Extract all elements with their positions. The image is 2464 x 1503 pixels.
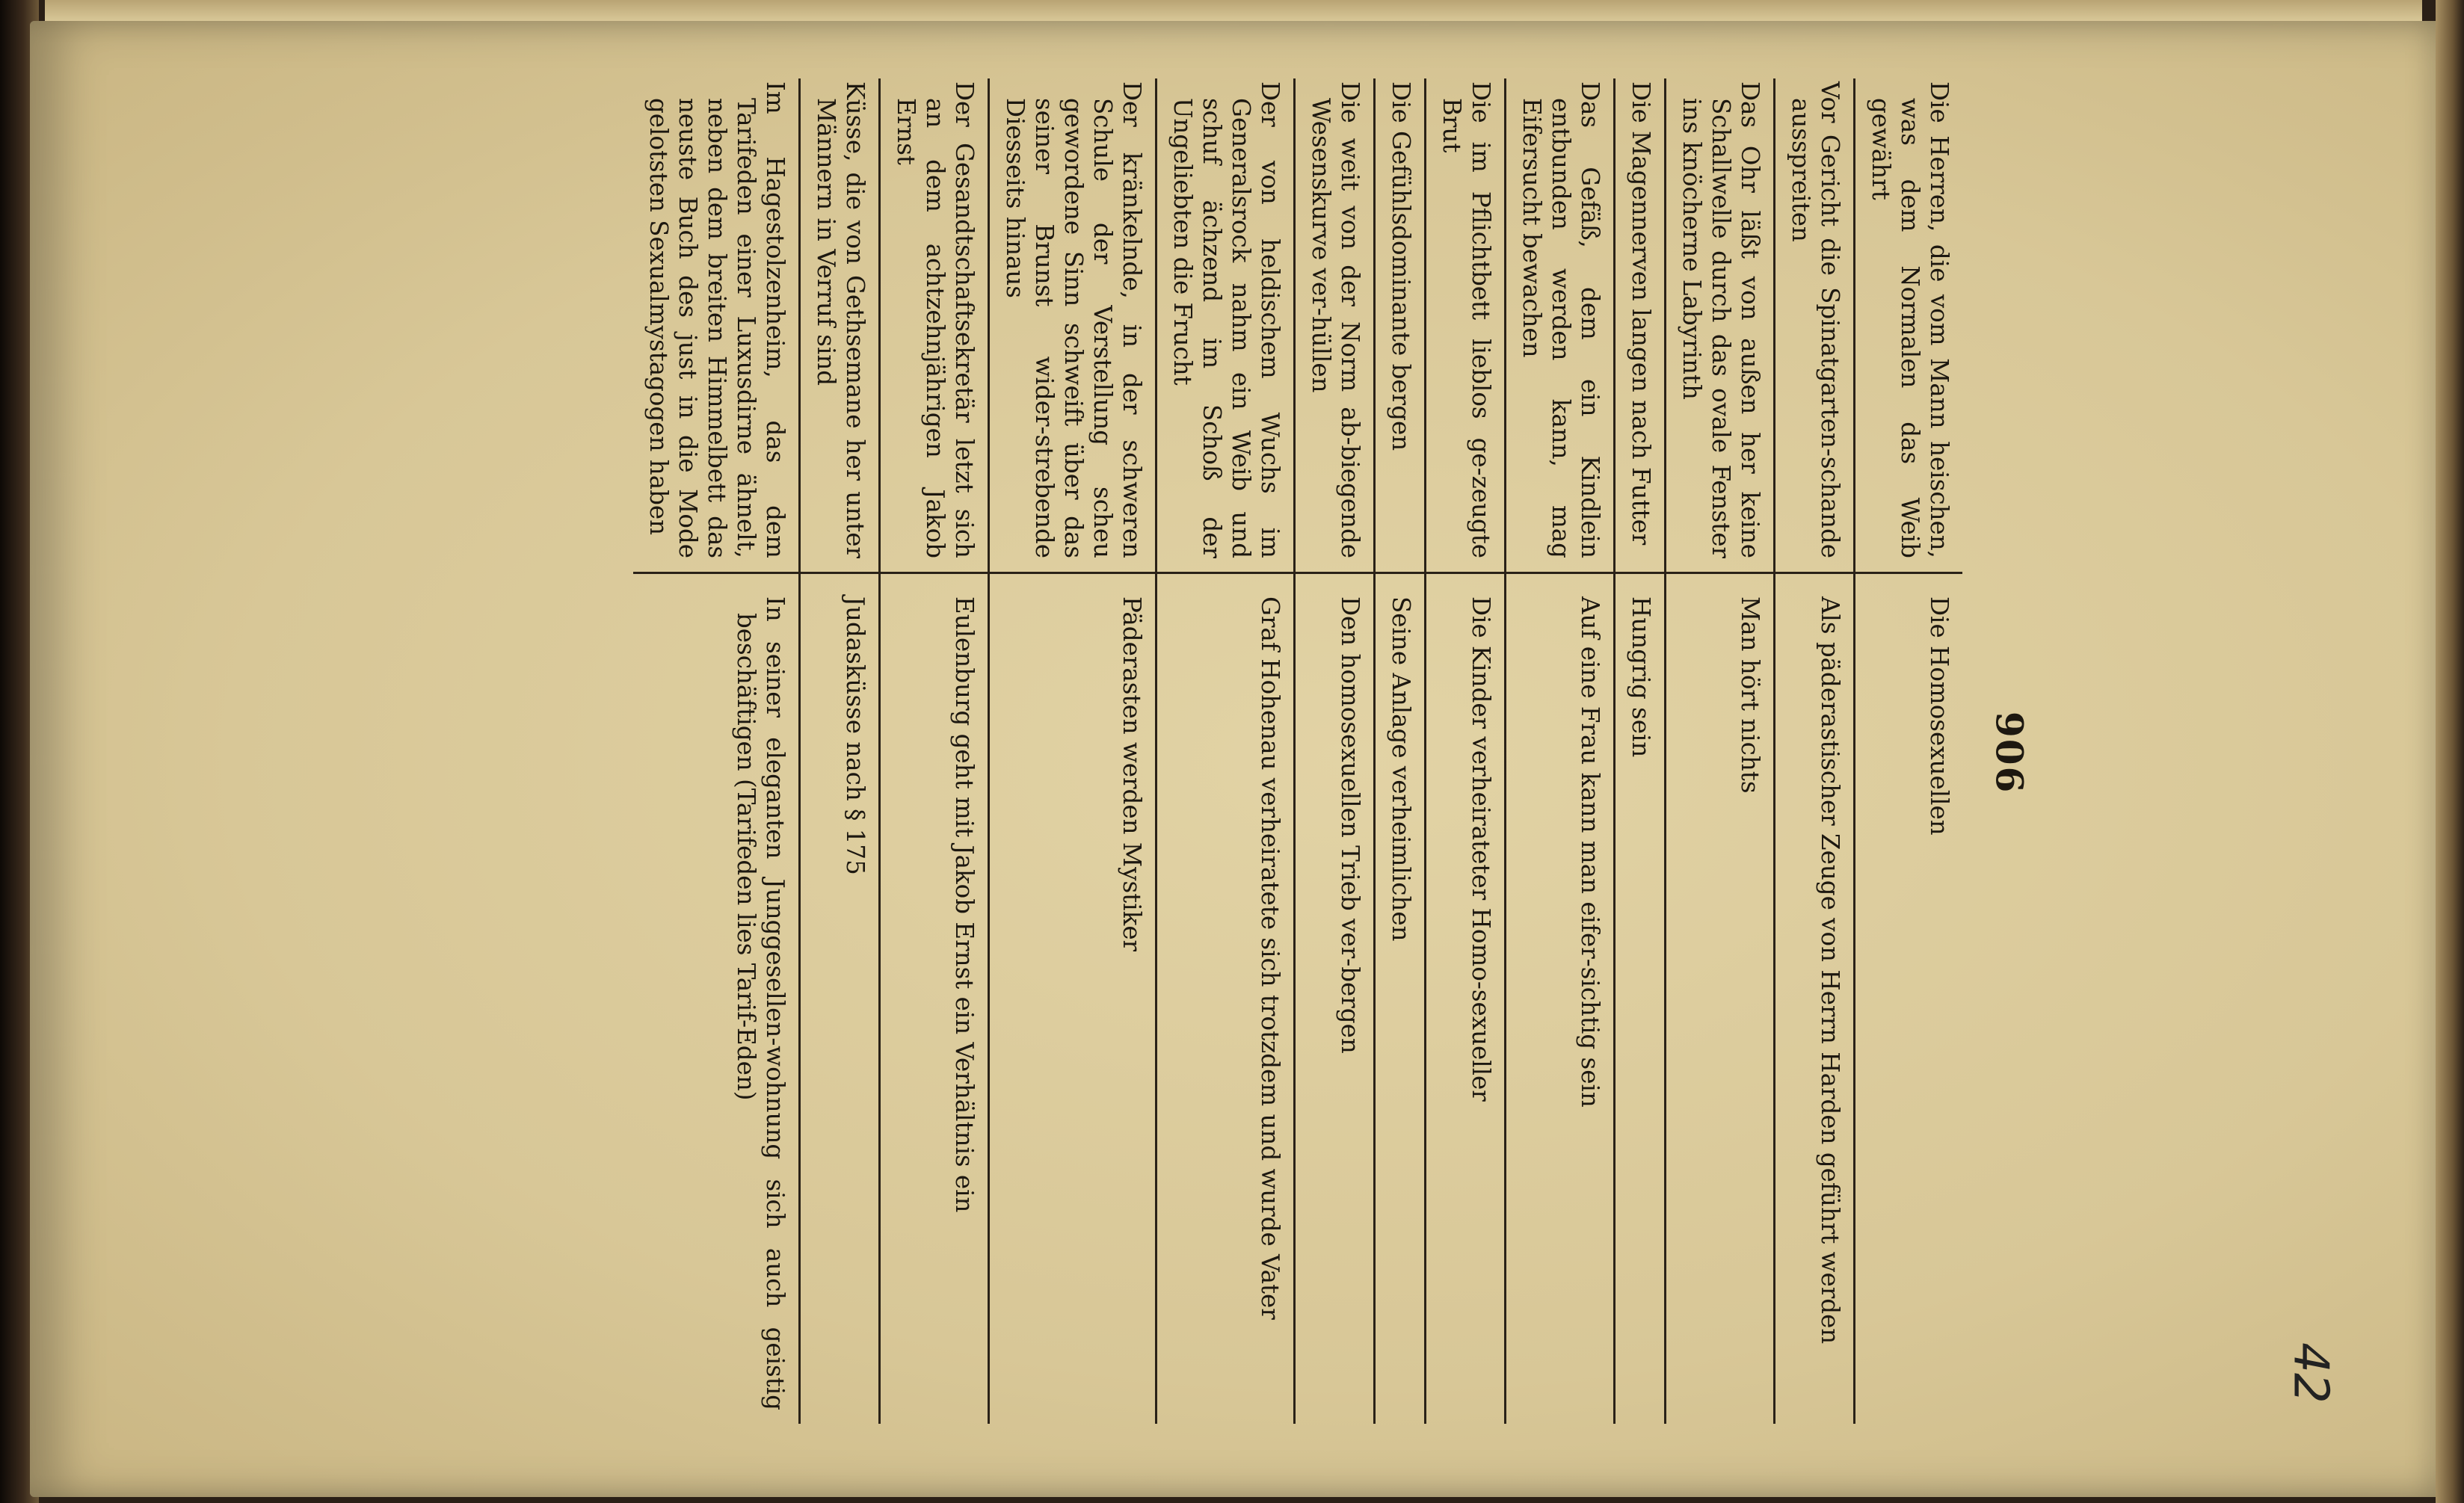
left-cell-text: Die Gefühlsdominante bergen bbox=[1387, 81, 1415, 451]
left-cell-text: Im Hagestolzenheim, das dem Tarifeden einer Luxusdirne ähnelt, neben dem breiten Himmelbett das neuste Buch des just in die Mode gelotsten Sexualmystagogen haben bbox=[644, 81, 789, 558]
right-cell bbox=[1855, 572, 1962, 1424]
left-cell-text: Die weit von der Norm ab-biegende Wesenskurve ver-hüllen bbox=[1307, 81, 1364, 558]
right-cell bbox=[1157, 572, 1293, 1424]
left-cell bbox=[1157, 78, 1293, 572]
right-cell-text: Man hört nichts bbox=[1736, 596, 1764, 794]
table-row bbox=[1373, 78, 1424, 1424]
right-cell bbox=[1296, 572, 1373, 1424]
right-cell bbox=[881, 572, 988, 1424]
table-row bbox=[988, 78, 1155, 1424]
left-cell-text: Die im Pflichtbett lieblos ge-zeugte Brut bbox=[1438, 81, 1495, 558]
table-row bbox=[1504, 78, 1613, 1424]
page-edge-right bbox=[2436, 0, 2464, 1503]
right-cell bbox=[1775, 572, 1853, 1424]
right-cell bbox=[1426, 572, 1504, 1424]
table-row bbox=[1613, 78, 1664, 1424]
left-cell-text: Der kränkelnde, in der schweren Schule der Verstellung scheu gewordene Sinn schweift über das seiner Brunst wider-strebende Diesseits hinaus bbox=[1001, 81, 1146, 558]
table-row bbox=[798, 78, 878, 1424]
table-row bbox=[1664, 78, 1773, 1424]
rotated-text-block bbox=[277, 78, 2056, 1424]
left-cell bbox=[1426, 78, 1504, 572]
left-cell-text: Die Herren, die vom Mann heischen, was dem Normalen das Weib gewährt bbox=[1867, 81, 1953, 558]
handwritten-page-number: 42 bbox=[2282, 1342, 2338, 1404]
left-cell bbox=[1296, 78, 1373, 572]
right-cell-text: Päderasten werden Mystiker bbox=[1118, 596, 1146, 952]
right-cell-text: Hungrig sein bbox=[1627, 596, 1655, 758]
left-cell bbox=[801, 78, 878, 572]
left-cell bbox=[881, 78, 988, 572]
table-row bbox=[1155, 78, 1293, 1424]
left-cell bbox=[1616, 78, 1664, 572]
left-cell-text: Der von heldischem Wuchs im Generalsrock nahm ein Weib und schuf ächzend im Schoß der Ungeliebten die Frucht bbox=[1168, 81, 1284, 558]
left-cell-text: Vor Gericht die Spinatgarten-schande ausspreiten bbox=[1787, 81, 1844, 558]
left-cell-text: Küsse, die von Gethsemane her unter Männern in Verruf sind bbox=[812, 81, 869, 558]
left-cell bbox=[1775, 78, 1853, 572]
table-row bbox=[1424, 78, 1504, 1424]
left-cell bbox=[1376, 78, 1424, 572]
left-cell-text: Der Gesandtschaftsekretär letzt sich an dem achtzehnjährigen Jakob Ernst bbox=[892, 81, 979, 558]
table-row bbox=[1853, 78, 1962, 1424]
glossary-table bbox=[633, 78, 1962, 1424]
table-row bbox=[1773, 78, 1853, 1424]
table-row bbox=[878, 78, 988, 1424]
right-cell bbox=[1616, 572, 1664, 1424]
left-cell-text: Das Gefäß, dem ein Kindlein entbunden werden kann, mag Eifersucht bewachen bbox=[1518, 81, 1604, 558]
left-cell bbox=[1855, 78, 1962, 572]
right-cell-text: Als päderastischer Zeuge von Herrn Harden geführt werden bbox=[1816, 596, 1844, 1345]
page-edge-top bbox=[45, 0, 2422, 21]
page-number: 906 bbox=[1989, 709, 2033, 793]
left-cell-text: Das Ohr läßt von außen her keine Schallwelle durch das ovale Fenster ins knöcherne Labyrinth bbox=[1678, 81, 1764, 558]
left-cell bbox=[990, 78, 1155, 572]
right-cell-text: Auf eine Frau kann man eifer-sichtig sein bbox=[1576, 596, 1604, 1108]
right-cell bbox=[1506, 572, 1613, 1424]
right-cell bbox=[1666, 572, 1773, 1424]
right-cell bbox=[990, 572, 1155, 1424]
right-cell bbox=[801, 572, 878, 1424]
left-cell bbox=[1506, 78, 1613, 572]
right-cell bbox=[633, 572, 798, 1424]
right-cell-text: Seine Anlage verheimlichen bbox=[1387, 596, 1415, 942]
left-cell bbox=[1666, 78, 1773, 572]
right-cell-text: Die Homosexuellen bbox=[1925, 596, 1953, 836]
table-row bbox=[633, 78, 798, 1424]
right-cell bbox=[1376, 572, 1424, 1424]
right-cell-text: In seiner eleganten Junggesellen-wohnung sich auch geistig beschäftigen (Tarifeden lies Tarif-Eden) bbox=[732, 596, 789, 1410]
left-cell-text: Die Magennerven langen nach Futter bbox=[1627, 81, 1655, 546]
right-cell-text: Eulenburg geht mit Jakob Ernst ein Verhältnis ein bbox=[950, 596, 979, 1213]
table-row bbox=[1293, 78, 1373, 1424]
right-cell-text: Die Kinder verheirateter Homo-sexueller bbox=[1467, 596, 1495, 1102]
right-cell-text: Graf Hohenau verheiratete sich trotzdem und wurde Vater bbox=[1256, 596, 1284, 1320]
right-cell-text: Den homosexuellen Trieb ver-bergen bbox=[1336, 596, 1364, 1054]
left-cell bbox=[633, 78, 798, 572]
right-cell-text: Judasküsse nach § 175 bbox=[841, 596, 869, 875]
